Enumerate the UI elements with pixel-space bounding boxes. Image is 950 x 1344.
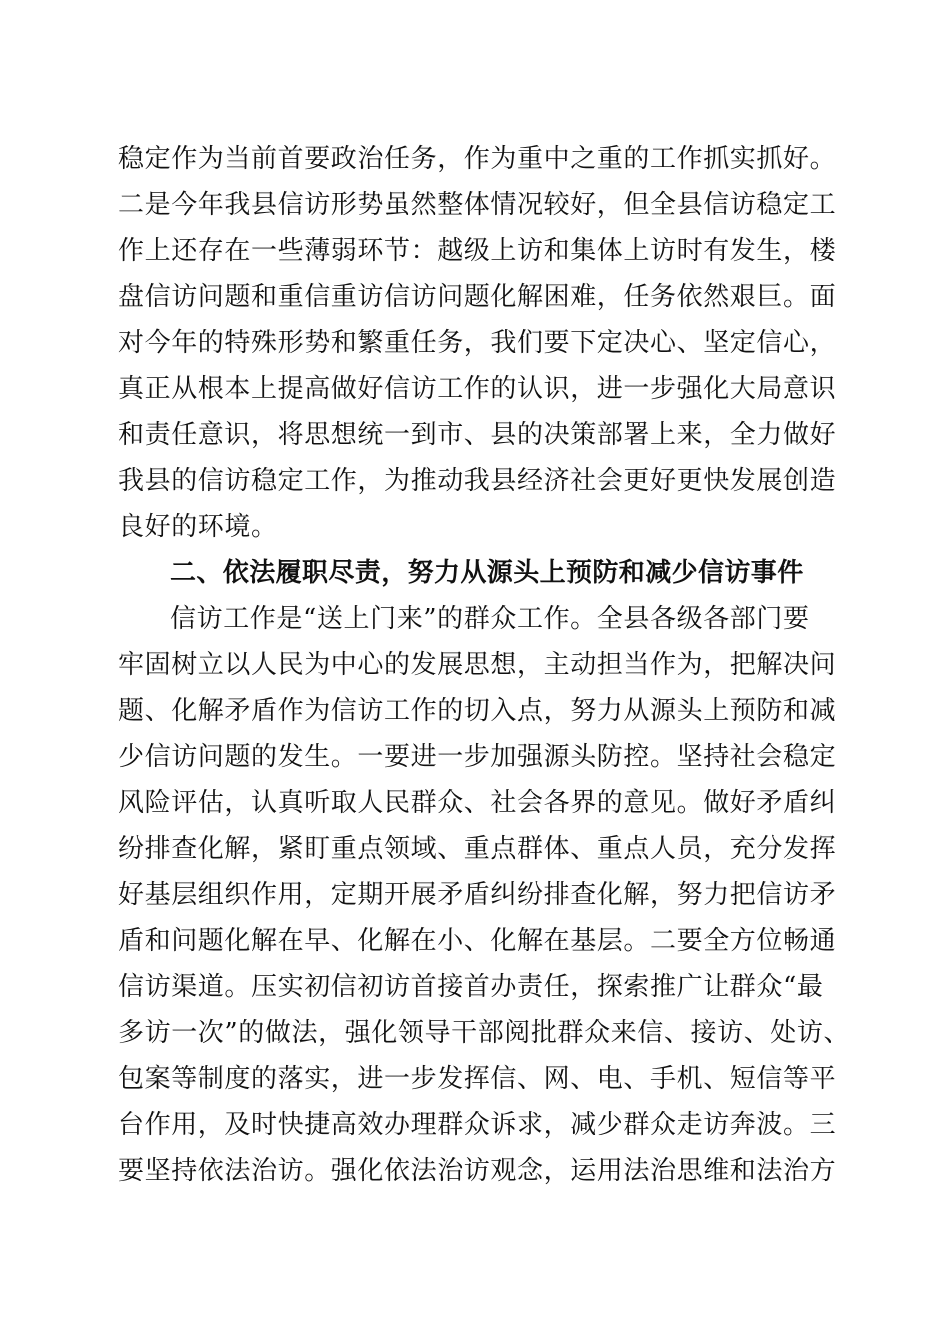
body-line: 题、化解矛盾作为信访工作的切入点，努力从源头上预防和减 <box>118 696 837 726</box>
body-line: 台作用，及时快捷高效办理群众诉求，减少群众走访奔波。三 <box>118 1110 837 1140</box>
body-line: 好基层组织作用，定期开展矛盾纠纷排查化解，努力把信访矛 <box>118 880 837 910</box>
body-line: 对今年的特殊形势和繁重任务，我们要下定决心、坚定信心， <box>118 328 837 358</box>
body-line: 多访一次”的做法，强化领导干部阅批群众来信、接访、处访、 <box>118 1018 851 1048</box>
body-line: 包案等制度的落实，进一步发挥信、网、电、手机、短信等平 <box>118 1064 837 1094</box>
body-line: 良好的环境。 <box>118 512 278 542</box>
body-line: 二是今年我县信访形势虽然整体情况较好，但全县信访稳定工 <box>118 190 837 220</box>
body-line: 纷排查化解，紧盯重点领域、重点群体、重点人员，充分发挥 <box>118 834 837 864</box>
body-line: 少信访问题的发生。一要进一步加强源头防控。坚持社会稳定 <box>118 742 837 772</box>
body-line: 信访渠道。压实初信初访首接首办责任，探索推广让群众“最 <box>118 972 824 1002</box>
section-heading: 二、依法履职尽责，努力从源头上预防和减少信访事件 <box>170 558 804 588</box>
body-line: 和责任意识，将思想统一到市、县的决策部署上来，全力做好 <box>118 420 837 450</box>
body-line: 要坚持依法治访。强化依法治访观念，运用法治思维和法治方 <box>118 1156 837 1186</box>
body-line: 真正从根本上提高做好信访工作的认识，进一步强化大局意识 <box>118 374 837 404</box>
body-line: 牢固树立以人民为中心的发展思想，主动担当作为，把解决问 <box>118 650 837 680</box>
body-line: 我县的信访稳定工作，为推动我县经济社会更好更快发展创造 <box>118 466 837 496</box>
body-line: 盘信访问题和重信重访信访问题化解困难，任务依然艰巨。面 <box>118 282 837 312</box>
body-line: 风险评估，认真听取人民群众、社会各界的意见。做好矛盾纠 <box>118 788 837 818</box>
body-line: 作上还存在一些薄弱环节：越级上访和集体上访时有发生，楼 <box>118 236 837 266</box>
paragraph-first-line: 信访工作是“送上门来”的群众工作。全县各级各部门要 <box>170 604 810 634</box>
body-line: 盾和问题化解在早、化解在小、化解在基层。二要全方位畅通 <box>118 926 837 956</box>
body-line: 稳定作为当前首要政治任务，作为重中之重的工作抓实抓好。 <box>118 144 837 174</box>
